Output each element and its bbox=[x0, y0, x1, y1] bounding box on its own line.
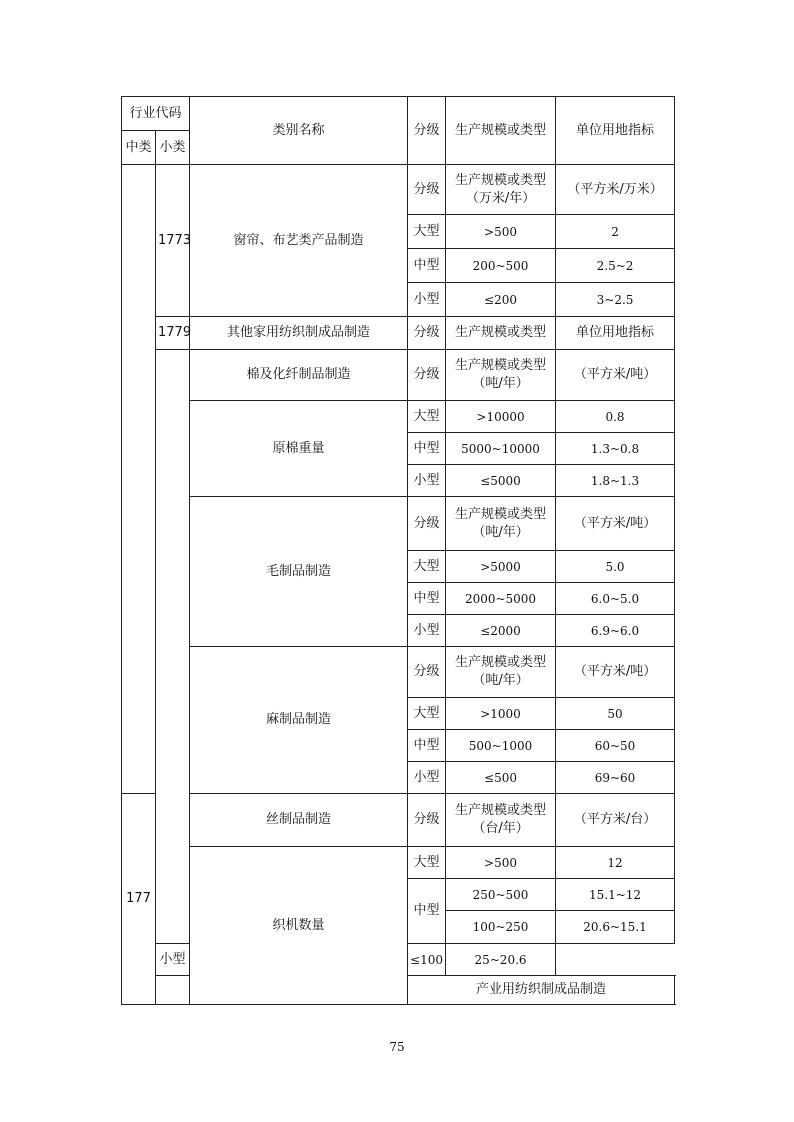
grade-cell: 小型 bbox=[408, 465, 446, 497]
land-index-table bbox=[121, 96, 675, 1005]
scale-title: 生产规模或类型 bbox=[455, 506, 547, 522]
index-cell: 20.6~15.1 bbox=[556, 911, 675, 944]
header-small-class: 小类 bbox=[156, 131, 190, 165]
cotton-title: 棉及化纤制品制造 bbox=[190, 350, 408, 401]
name-1773: 窗帘、布艺类产品制造 bbox=[190, 165, 408, 317]
silk-title: 丝制品制造 bbox=[190, 794, 408, 847]
grade-cell: 中型 bbox=[408, 583, 446, 615]
header-grade: 分级 bbox=[408, 97, 446, 165]
grade-cell: 小型 bbox=[408, 615, 446, 647]
scale-cell: 200~500 bbox=[446, 249, 556, 283]
index-cell: 15.1~12 bbox=[556, 879, 675, 911]
name-1779: 其他家用纺织制成品制造 bbox=[190, 317, 408, 350]
index-header-cell: 单位用地指标 bbox=[556, 317, 675, 350]
wool-title: 毛制品制造 bbox=[190, 497, 408, 647]
scale-title: 生产规模或类型 bbox=[455, 172, 547, 188]
code-1779: 1779 bbox=[156, 317, 190, 350]
scale-header-cell: 生产规模或类型 bbox=[446, 317, 556, 350]
index-cell: 60~50 bbox=[556, 730, 675, 762]
blank-cell bbox=[156, 976, 190, 1005]
index-unit: （平方米/台） bbox=[556, 794, 675, 847]
grade-cell: 小型 bbox=[156, 944, 190, 976]
index-cell: 1.8~1.3 bbox=[556, 465, 675, 497]
hemp-title: 麻制品制造 bbox=[190, 647, 408, 794]
header-scale-type: 生产规模或类型 bbox=[446, 97, 556, 165]
grade-cell: 中型 bbox=[408, 879, 446, 944]
grade-cell: 中型 bbox=[408, 433, 446, 465]
index-cell: 6.9~6.0 bbox=[556, 615, 675, 647]
scale-header-cell bbox=[446, 350, 556, 401]
scale-cell: 250~500 bbox=[446, 879, 556, 911]
header-land-index: 单位用地指标 bbox=[556, 97, 675, 165]
scale-header-cell bbox=[446, 497, 556, 551]
scale-header-cell bbox=[446, 794, 556, 847]
scale-cell: ≤500 bbox=[446, 762, 556, 794]
header-category-name: 类别名称 bbox=[190, 97, 408, 165]
scale-header-cell bbox=[446, 647, 556, 698]
code-1773: 1773 bbox=[156, 165, 190, 317]
small-class-cell-blank bbox=[156, 350, 190, 944]
grade-label: 分级 bbox=[408, 350, 446, 401]
index-cell: 50 bbox=[556, 698, 675, 730]
scale-cell: >5000 bbox=[446, 551, 556, 583]
scale-unit: （吨/年） bbox=[472, 376, 529, 391]
grade-label: 分级 bbox=[408, 317, 446, 350]
scale-cell: 2000~5000 bbox=[446, 583, 556, 615]
scale-cell: 500~1000 bbox=[446, 730, 556, 762]
scale-cell: >1000 bbox=[446, 698, 556, 730]
grade-cell: 小型 bbox=[408, 283, 446, 317]
grade-cell: 大型 bbox=[408, 401, 446, 433]
scale-title: 生产规模或类型 bbox=[455, 655, 547, 670]
index-unit: （平方米/吨） bbox=[556, 497, 675, 551]
cotton-sub-label: 原棉重量 bbox=[190, 401, 408, 497]
grade-cell: 大型 bbox=[408, 847, 446, 879]
silk-sub-label: 织机数量 bbox=[190, 847, 408, 1005]
header-industry-code: 行业代码 bbox=[122, 97, 190, 131]
index-cell: 6.0~5.0 bbox=[556, 583, 675, 615]
index-cell: 5.0 bbox=[556, 551, 675, 583]
scale-unit: （吨/年） bbox=[472, 524, 529, 540]
grade-label: 分级 bbox=[408, 165, 446, 215]
middle-class-cell-blank bbox=[122, 165, 156, 794]
header-middle-class: 中类 bbox=[122, 131, 156, 165]
scale-cell: 5000~10000 bbox=[446, 433, 556, 465]
scale-header-cell bbox=[446, 165, 556, 215]
scale-cell: 100~250 bbox=[446, 911, 556, 944]
grade-cell: 大型 bbox=[408, 698, 446, 730]
grade-cell: 中型 bbox=[408, 249, 446, 283]
index-cell: 2.5~2 bbox=[556, 249, 675, 283]
scale-cell: ≤2000 bbox=[446, 615, 556, 647]
page-number: 75 bbox=[389, 1040, 405, 1054]
scale-cell: ≤100 bbox=[408, 944, 446, 976]
index-cell: 0.8 bbox=[556, 401, 675, 433]
index-unit: （平方米/万米） bbox=[556, 165, 675, 215]
grade-label: 分级 bbox=[408, 794, 446, 847]
scale-cell: >500 bbox=[446, 847, 556, 879]
index-cell: 2 bbox=[556, 215, 675, 249]
scale-cell: ≤5000 bbox=[446, 465, 556, 497]
scale-cell: ≤200 bbox=[446, 283, 556, 317]
grade-label: 分级 bbox=[408, 497, 446, 551]
middle-class-code-177: 177 bbox=[122, 794, 156, 1005]
grade-cell: 大型 bbox=[408, 215, 446, 249]
index-cell: 1.3~0.8 bbox=[556, 433, 675, 465]
index-unit: （平方米/吨） bbox=[556, 647, 675, 698]
index-unit: （平方米/吨） bbox=[556, 350, 675, 401]
industrial-textile-row: 产业用纺织制成品制造 bbox=[408, 976, 675, 1005]
grade-label: 分级 bbox=[408, 647, 446, 698]
grade-cell: 中型 bbox=[408, 730, 446, 762]
index-cell: 69~60 bbox=[556, 762, 675, 794]
scale-title: 生产规模或类型 bbox=[455, 803, 547, 818]
scale-cell: >500 bbox=[446, 215, 556, 249]
grade-cell: 大型 bbox=[408, 551, 446, 583]
scale-unit: （万米/年） bbox=[465, 190, 536, 206]
scale-unit: （吨/年） bbox=[472, 673, 529, 688]
index-cell: 25~20.6 bbox=[446, 944, 556, 976]
grade-cell: 小型 bbox=[408, 762, 446, 794]
index-cell: 3~2.5 bbox=[556, 283, 675, 317]
index-cell: 12 bbox=[556, 847, 675, 879]
scale-cell: >10000 bbox=[446, 401, 556, 433]
scale-unit: （台/年） bbox=[472, 821, 529, 836]
scale-title: 生产规模或类型 bbox=[455, 358, 547, 373]
